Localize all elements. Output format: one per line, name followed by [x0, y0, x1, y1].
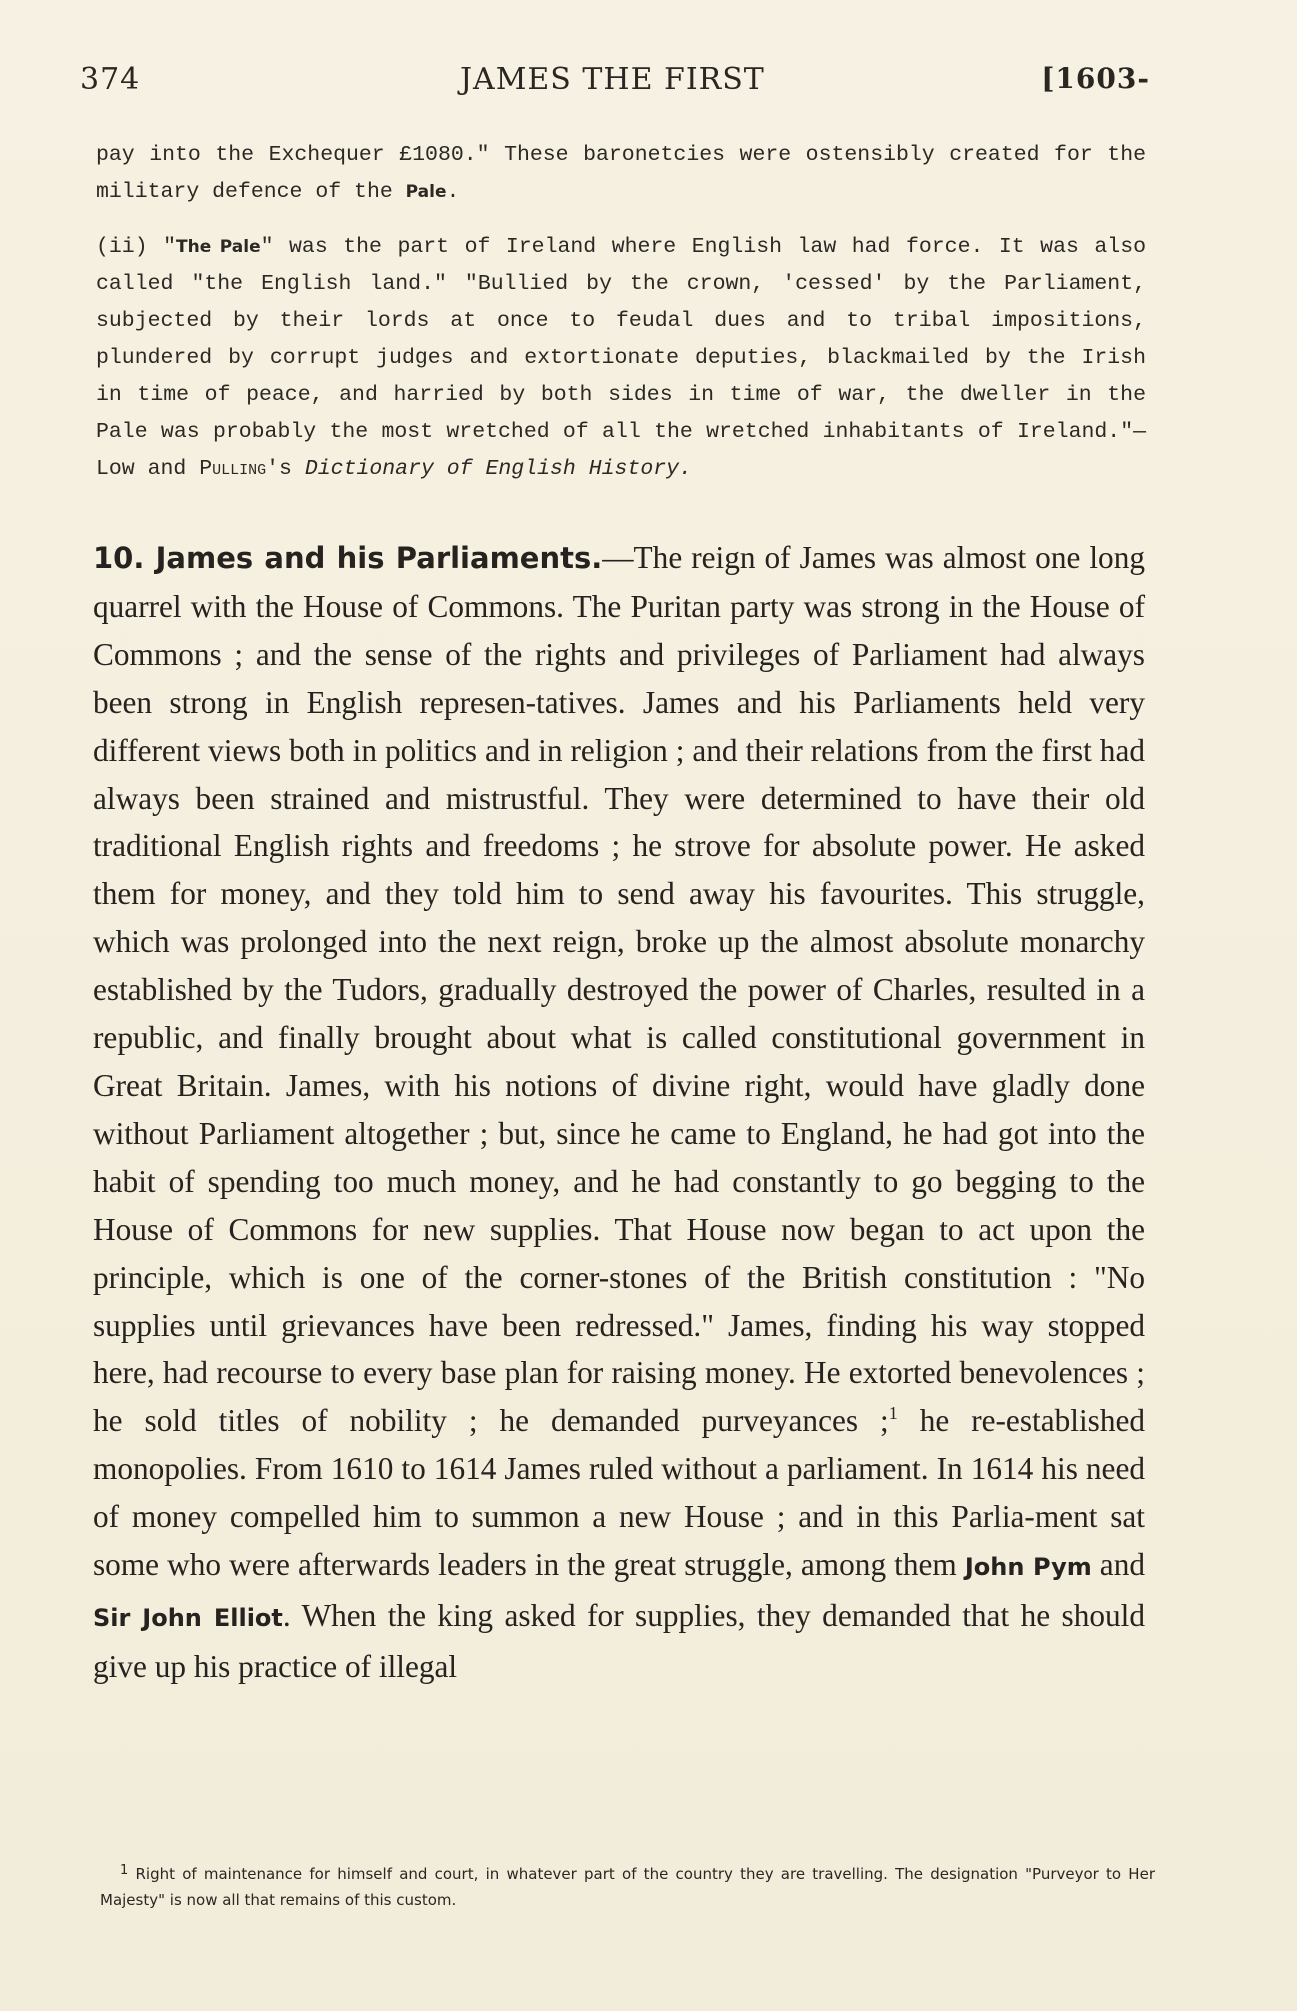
footnote-reference: 1 — [888, 1403, 898, 1424]
section-text-4: . When the king asked for supplies, they demanded that he should give up his practice of illegal — [93, 1597, 1145, 1684]
footnote-text: Right of maintenance for himself and court, in whatever part of the country they are travelling. The designation "Purveyor to Her Majesty" is now all that remains of this custom. — [100, 1865, 1155, 1909]
note-text: pay into the Exchequer £1080." These baronetcies were ostensibly created for the military defence of the — [96, 143, 1146, 204]
footnote-mark: 1 — [120, 1863, 129, 1878]
pale-term-heading: The Pale — [176, 237, 261, 257]
author-name: Pulling — [199, 457, 267, 481]
name-john-pym: John Pym — [964, 1553, 1092, 1582]
pale-term: Pale — [405, 182, 447, 202]
name-john-elliot: Sir John Elliot — [93, 1603, 283, 1632]
section-body — [93, 534, 1145, 1691]
page-number: 374 — [80, 62, 141, 97]
section-text-2: he re-established monopolies. From 1610 to 1614 James ruled without a parliament. In 1614 his need of money compelled him to summon a new House ; and in this Parlia-ment sat some who were afterwards leaders in the great struggle, among them — [93, 1403, 1146, 1583]
note-text-end: . — [446, 180, 460, 204]
note-label: (ii) " — [96, 235, 177, 259]
note-body: " was the part of Ireland where English law had force. It was also called "the English land." "Bullied by the crown, 'cessed' by the Parliament, subjected by their lords at once to feudal dues and to tribal impositions, plundered by corrupt judges and extortionate deputies, blackmailed by the Irish in time of peace, and harried by both sides in time of war, the dweller in the Pale was probably the most wretched of all the wretched inhabitants of Ireland."—Low and — [96, 235, 1147, 481]
book-title: Dictionary of English History. — [304, 457, 692, 481]
year-marker: [1603- — [1041, 62, 1150, 95]
note-pale — [96, 229, 1146, 488]
section-text-3: and — [1091, 1547, 1145, 1583]
page-header — [80, 62, 1150, 110]
note-continuation — [96, 137, 1146, 211]
running-title: JAMES THE FIRST — [460, 62, 765, 97]
note-possessive: 's — [266, 457, 305, 481]
footnote — [100, 1858, 1155, 1913]
section-text-1: —The reign of James was almost one long quarrel with the House of Commons. The Puritan party was strong in the House of Commons ; and the sense of the rights and privileges of Parliament had always been strong in English represen-tatives. James and his Parliaments held very different views both in politics and in religion ; and their relations from the first had always been strained and mistrustful. They were determined to have their old traditional English rights and freedoms ; he strove for absolute power. He asked them for money, and they told him to send away his favourites. This struggle, which was prolonged into the next reign, broke up the almost absolute monarchy established by the Tudors, gradually destroyed the power of Charles, resulted in a republic, and finally brought about what is called constitutional government in Great Britain. James, with his notions of divine right, would have gladly done without Parliament altogether ; but, since he came to England, he had got into the habit of spending too much money, and he had constantly to go begging to the House of Commons for new supplies. That House now began to act upon the principle, which is one of the corner-stones of the British constitution : "No supplies until grievances have been redressed." James, finding his way stopped here, had recourse to every base plan for raising money. He extorted benevolences ; he sold titles of nobility ; he demanded purveyances ; — [93, 540, 1145, 1439]
section-heading: 10. James and his Parliaments. — [93, 541, 603, 575]
